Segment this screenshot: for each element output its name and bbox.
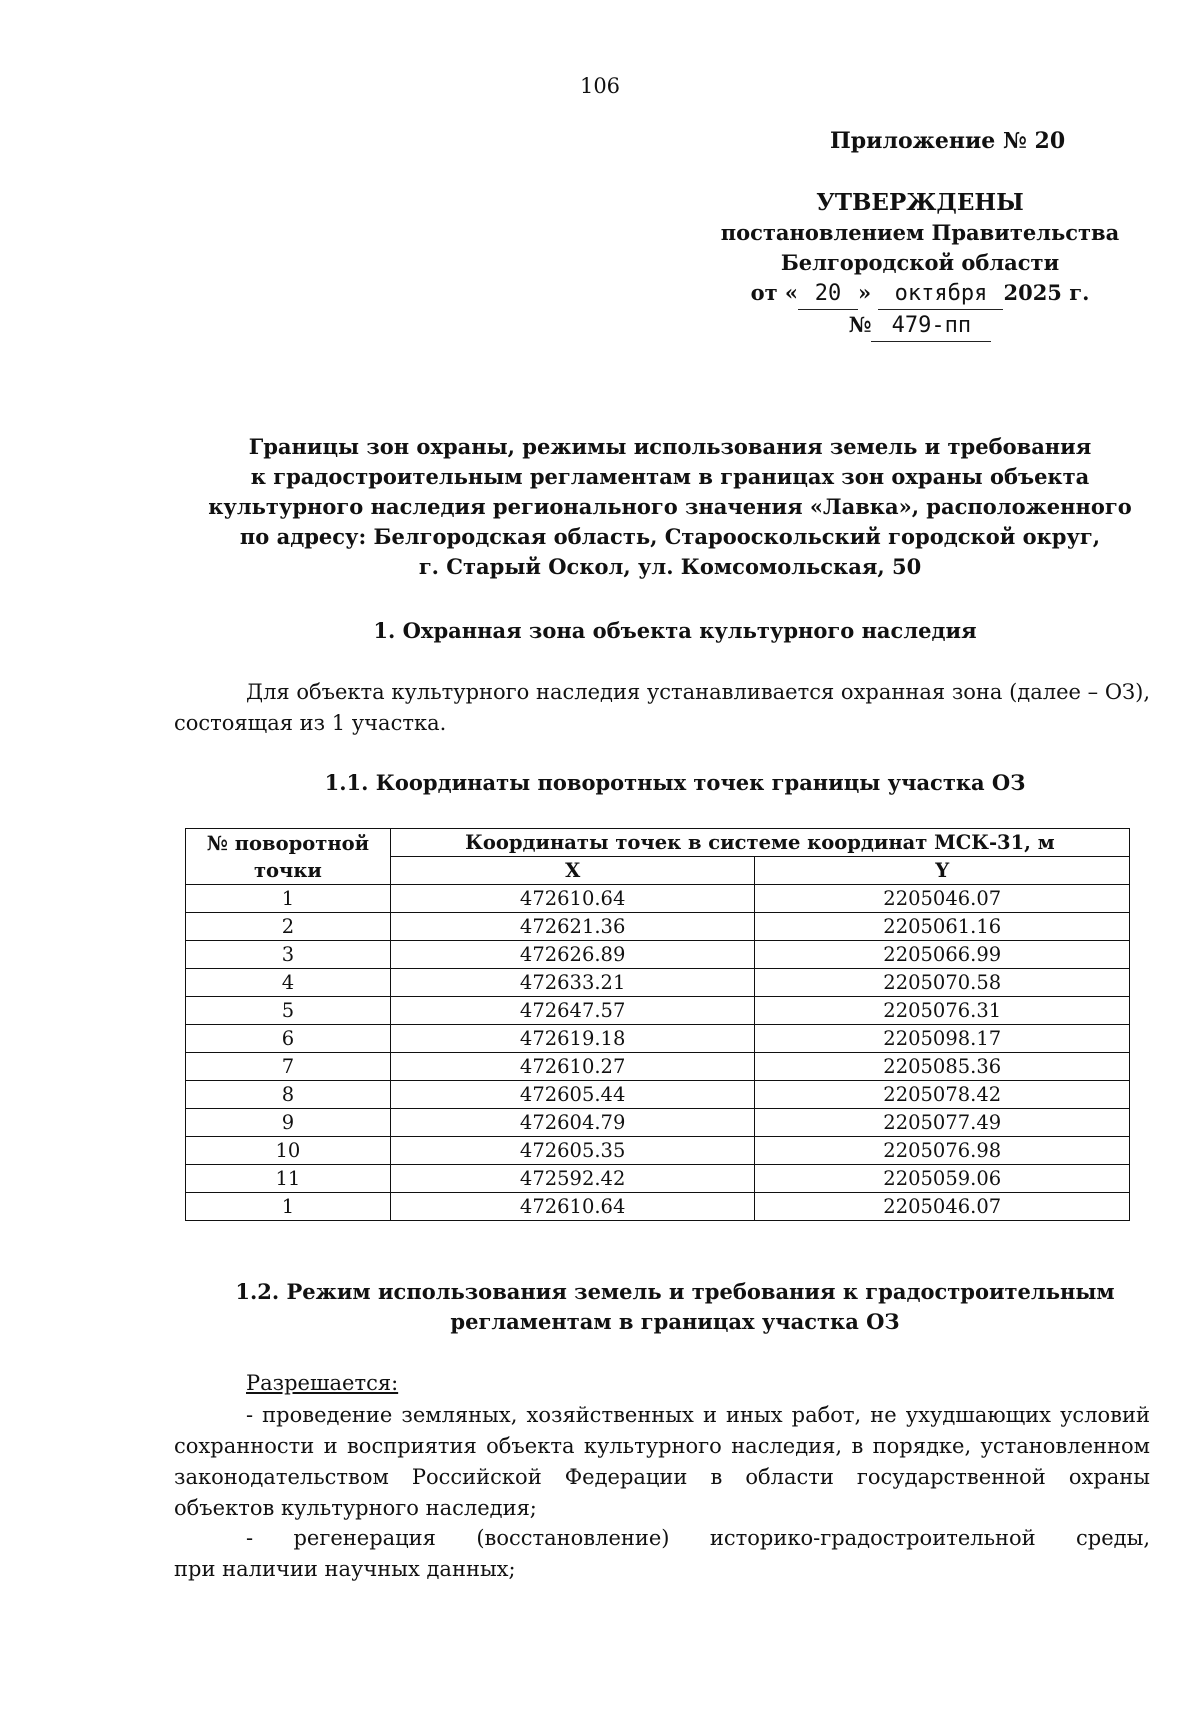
cell-y: 2205098.17 (755, 1025, 1130, 1053)
table-row (186, 913, 1130, 941)
header-y: Y (755, 857, 1130, 885)
bullet-1-line-1: - проведение земляных, хозяйственных и иных работ, не ухудшающих условий (246, 1403, 1150, 1427)
intro-paragraph (174, 677, 1150, 739)
bullet-2-paragraph (174, 1523, 1150, 1585)
document-title (140, 432, 1200, 582)
table-row (186, 1165, 1130, 1193)
table-row (186, 1081, 1130, 1109)
intro-line-2: состоящая из 1 участка. (174, 711, 447, 735)
cell-x: 472605.35 (390, 1137, 755, 1165)
cell-x: 472633.21 (390, 969, 755, 997)
cell-x: 472610.27 (390, 1053, 755, 1081)
subsection-1-2-line-2: регламентам в границах участка ОЗ (450, 1309, 900, 1334)
approval-line-2: Белгородской области (780, 250, 1060, 275)
header-x: X (390, 857, 755, 885)
cell-point-number: 10 (186, 1137, 391, 1165)
header-point-line-2: точки (253, 858, 322, 882)
bullet-1-line-2: сохранности и восприятия объекта культурного наследия, в порядке, установленном (174, 1434, 1150, 1458)
cell-y: 2205070.58 (755, 969, 1130, 997)
cell-point-number: 11 (186, 1165, 391, 1193)
page-number: 106 (579, 74, 621, 98)
header-coordinates: Координаты точек в системе координат МСК-31, м (390, 829, 1129, 857)
header-point-line-1: № поворотной (206, 831, 370, 855)
cell-y: 2205061.16 (755, 913, 1130, 941)
cell-y: 2205085.36 (755, 1053, 1130, 1081)
table-row (186, 941, 1130, 969)
date-mid: » (858, 280, 872, 305)
cell-x: 472610.64 (390, 1193, 755, 1221)
header-point-number (186, 829, 391, 885)
cell-y: 2205077.49 (755, 1109, 1130, 1137)
cell-point-number: 8 (186, 1081, 391, 1109)
table-row (186, 1193, 1130, 1221)
subsection-1-1-heading: 1.1. Координаты поворотных точек границы участка ОЗ (324, 770, 1026, 795)
cell-y: 2205076.31 (755, 997, 1130, 1025)
date-month: октября (878, 279, 1003, 310)
cell-x: 472647.57 (390, 997, 755, 1025)
title-line-4: по адресу: Белгородская область, Старооскольский городской округ, (239, 524, 1101, 549)
subsection-1-2-line-1: 1.2. Режим использования земель и требования к градостроительным (235, 1279, 1115, 1304)
bullet-2-line-2: при наличии научных данных; (174, 1557, 516, 1581)
approval-date (720, 278, 1120, 310)
cell-point-number: 4 (186, 969, 391, 997)
cell-point-number: 3 (186, 941, 391, 969)
coordinates-table-body (186, 885, 1130, 1221)
table-row (186, 969, 1130, 997)
approval-number (720, 310, 1120, 342)
cell-y: 2205059.06 (755, 1165, 1130, 1193)
cell-x: 472619.18 (390, 1025, 755, 1053)
cell-y: 2205078.42 (755, 1081, 1130, 1109)
cell-x: 472610.64 (390, 885, 755, 913)
cell-x: 472604.79 (390, 1109, 755, 1137)
title-line-5: г. Старый Оскол, ул. Комсомольская, 50 (418, 554, 922, 579)
appendix-label: Приложение № 20 (830, 128, 1066, 154)
table-row (186, 997, 1130, 1025)
coordinates-table (185, 828, 1130, 1221)
cell-point-number: 9 (186, 1109, 391, 1137)
date-day: 20 (798, 279, 858, 310)
title-line-3: культурного наследия регионального значения «Лавка», расположенного (208, 494, 1132, 519)
approved-heading: УТВЕРЖДЕНЫ (816, 189, 1024, 216)
bullet-1-line-3: законодательством Российской Федерации в области государственной охраны (174, 1465, 1150, 1489)
cell-y: 2205076.98 (755, 1137, 1130, 1165)
subsection-1-2-heading (150, 1277, 1200, 1337)
cell-x: 472621.36 (390, 913, 755, 941)
table-row (186, 1137, 1130, 1165)
date-prefix: от « (750, 280, 799, 305)
cell-point-number: 1 (186, 1193, 391, 1221)
cell-point-number: 7 (186, 1053, 391, 1081)
cell-y: 2205046.07 (755, 1193, 1130, 1221)
approval-line-1: постановлением Правительства (720, 220, 1120, 245)
section-1-heading: 1. Охранная зона объекта культурного наследия (373, 618, 977, 643)
title-line-1: Границы зон охраны, режимы использования земель и требования (248, 434, 1092, 459)
approval-block (720, 188, 1120, 342)
cell-x: 472605.44 (390, 1081, 755, 1109)
table-row (186, 1053, 1130, 1081)
date-year: 2025 г. (1003, 280, 1090, 305)
number-value: 479-пп (871, 311, 991, 342)
cell-point-number: 5 (186, 997, 391, 1025)
table-row (186, 1025, 1130, 1053)
title-line-2: к градостроительным регламентам в границах зон охраны объекта (250, 464, 1090, 489)
bullet-1-paragraph (174, 1400, 1150, 1524)
cell-y: 2205066.99 (755, 941, 1130, 969)
intro-line-1: Для объекта культурного наследия устанавливается охранная зона (далее – ОЗ), (246, 680, 1150, 704)
cell-x: 472592.42 (390, 1165, 755, 1193)
cell-y: 2205046.07 (755, 885, 1130, 913)
cell-point-number: 6 (186, 1025, 391, 1053)
bullet-2-line-1: - регенерация (восстановление) историко-градостроительной среды, (246, 1526, 1150, 1550)
cell-point-number: 2 (186, 913, 391, 941)
bullet-1-line-4: объектов культурного наследия; (174, 1496, 537, 1520)
number-prefix: № (848, 312, 872, 337)
cell-point-number: 1 (186, 885, 391, 913)
table-row (186, 1109, 1130, 1137)
allowed-heading: Разрешается: (246, 1371, 399, 1395)
cell-x: 472626.89 (390, 941, 755, 969)
table-row (186, 885, 1130, 913)
